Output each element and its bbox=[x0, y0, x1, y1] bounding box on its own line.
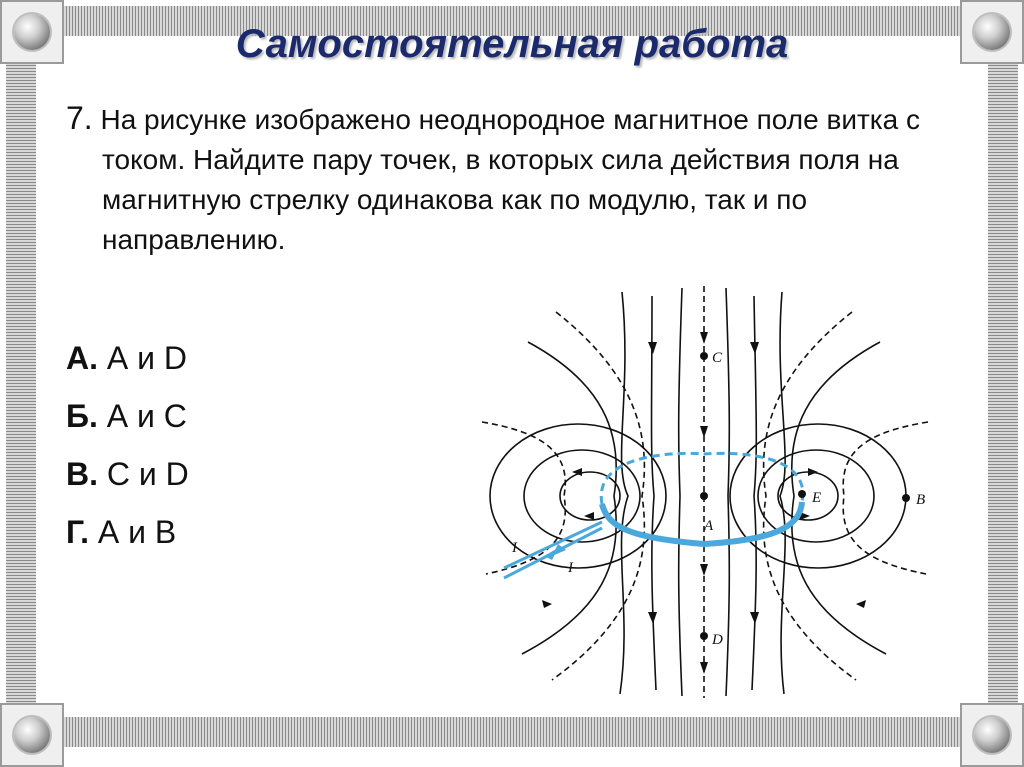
slide-title: Самостоятельная работа bbox=[235, 22, 789, 66]
answer-letter: В. bbox=[66, 456, 98, 492]
frame-bottom-bar bbox=[64, 717, 960, 747]
field-line bbox=[726, 288, 729, 696]
rivet-icon bbox=[974, 717, 1010, 753]
question-block bbox=[66, 98, 966, 260]
question-text: На рисунке изображено неоднородное магнитное поле витка с током. Найдите пару точек, в которых сила действия поля на магнитную стрелку одинакова как по модулю, так и по направлению. bbox=[100, 104, 921, 255]
answer-letter: Г. bbox=[66, 514, 90, 550]
frame-right-bar bbox=[988, 64, 1018, 704]
coil-front bbox=[602, 502, 802, 544]
field-line bbox=[679, 288, 682, 696]
answer-letter: А. bbox=[66, 340, 98, 376]
point-c-label: C bbox=[712, 350, 723, 366]
point-a-marker bbox=[700, 492, 708, 500]
answer-option-d[interactable] bbox=[66, 508, 189, 566]
point-d-label: D bbox=[712, 632, 723, 648]
field-points bbox=[700, 352, 910, 640]
question-paragraph bbox=[66, 98, 966, 260]
frame-corner-bottom-left bbox=[0, 703, 64, 767]
field-line bbox=[620, 292, 628, 694]
magnetic-field-figure bbox=[482, 282, 942, 702]
field-line bbox=[752, 296, 756, 690]
answer-list bbox=[66, 334, 189, 566]
point-b-marker bbox=[902, 494, 910, 502]
point-e-marker bbox=[798, 490, 806, 498]
field-line bbox=[780, 292, 785, 694]
rivet-icon bbox=[14, 717, 50, 753]
answer-text: А и D bbox=[106, 340, 187, 376]
point-a-label: A bbox=[704, 518, 714, 534]
field-line bbox=[792, 342, 886, 654]
current-label: I bbox=[512, 540, 517, 556]
answer-letter: Б. bbox=[66, 398, 98, 434]
point-e-label: E bbox=[812, 490, 822, 506]
answer-text: С и D bbox=[106, 456, 189, 492]
answer-option-b[interactable] bbox=[66, 392, 189, 450]
answer-option-c[interactable] bbox=[66, 450, 189, 508]
answer-text: А и С bbox=[106, 398, 187, 434]
frame-corner-bottom-right bbox=[960, 703, 1024, 767]
current-label: I bbox=[568, 560, 573, 576]
field-line-loop bbox=[778, 472, 838, 520]
field-line bbox=[652, 296, 657, 690]
frame-left-bar bbox=[6, 64, 36, 704]
answer-option-a[interactable] bbox=[66, 334, 189, 392]
point-b-label: B bbox=[916, 492, 926, 508]
point-c-marker bbox=[700, 352, 708, 360]
answer-text: А и В bbox=[97, 514, 177, 550]
field-line-loop bbox=[560, 472, 620, 520]
question-number: 7. bbox=[66, 100, 93, 136]
lead-wire-out bbox=[504, 522, 602, 568]
point-d-marker bbox=[700, 632, 708, 640]
